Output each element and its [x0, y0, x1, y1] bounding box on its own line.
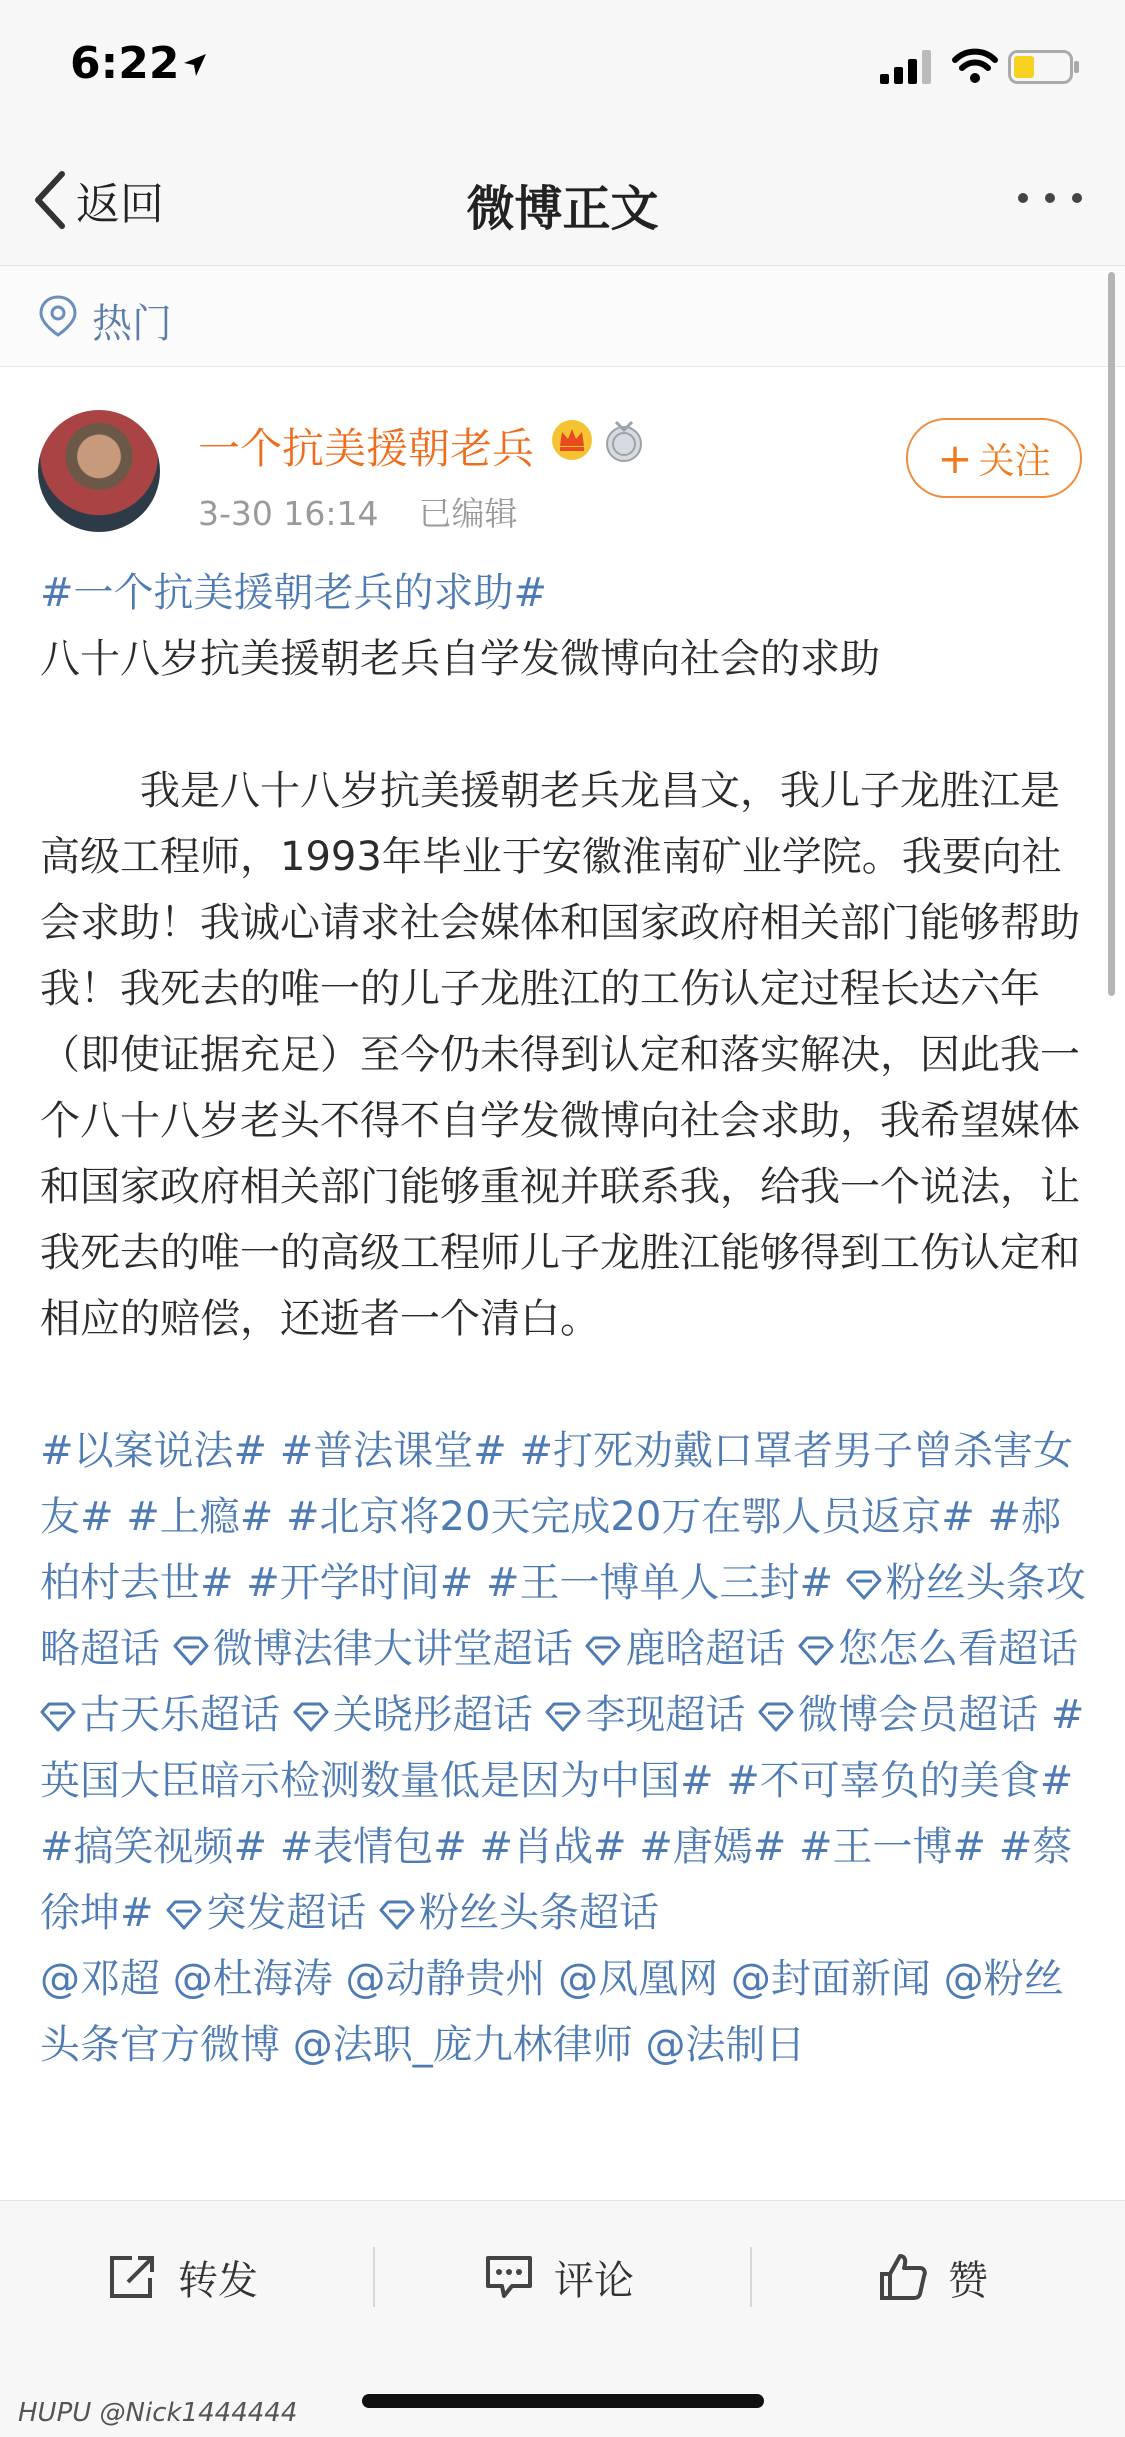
- supertopic-diamond-icon: [173, 1636, 209, 1666]
- supertopic-diamond-icon: [798, 1636, 834, 1666]
- more-icon[interactable]: [1015, 188, 1085, 208]
- hashtag-link[interactable]: #上瘾#: [126, 1494, 274, 1540]
- supertopic-link[interactable]: 鹿晗超话: [585, 1626, 785, 1672]
- mention-link[interactable]: @法制日: [645, 2022, 806, 2068]
- hashtag-link[interactable]: #开学时间#: [246, 1560, 474, 1606]
- post-date: 3-30 16:14: [198, 494, 379, 533]
- avatar[interactable]: [38, 410, 160, 532]
- status-time: 6:22: [70, 38, 180, 89]
- supertopic-link[interactable]: 突发超话: [166, 1890, 366, 1936]
- post-body: 我是八十八岁抗美援朝老兵龙昌文，我儿子龙胜江是高级工程师，1993年毕业于安徽淮南矿业学院。我要向社会求助！我诚心请求社会媒体和国家政府相关部门能够帮助我！我死去的唯一的儿子龙胜江的工伤认定过程长达六年（即使证据充足）至今仍未得到认定和落实解决，因此我一个八十八岁老头不得不自学发微博向社会求助，我希望媒体和国家政府相关部门能够重视并联系我，给我一个说法，让我死去的唯一的高级工程师儿子龙胜江能够得到工伤认定和相应的赔偿，还逝者一个清白。: [40, 768, 1080, 1342]
- hashtag-link[interactable]: #不可辜负的美食#: [726, 1758, 1074, 1804]
- supertopic-link[interactable]: 关晓彤超话: [293, 1692, 533, 1738]
- post-meta: [198, 488, 518, 535]
- supertopic-link[interactable]: 您怎么看超话: [798, 1626, 1078, 1672]
- hashtag-link[interactable]: #搞笑视频#: [40, 1824, 268, 1870]
- hashtag-link[interactable]: #北京将20天完成20万在鄂人员返京#: [285, 1494, 975, 1540]
- plus-icon: +: [937, 433, 973, 483]
- hot-bar[interactable]: [0, 266, 1125, 367]
- hashtag-link[interactable]: #王一博单人三封#: [485, 1560, 834, 1606]
- scrollbar[interactable]: [1108, 272, 1115, 996]
- supertopic-diamond-icon: [379, 1900, 415, 1930]
- share-icon: [108, 2254, 158, 2300]
- topic-link[interactable]: #一个抗美援朝老兵的求助#: [40, 570, 548, 616]
- mention-link[interactable]: @杜海涛: [172, 1956, 333, 2002]
- cellular-signal-icon: [880, 50, 936, 84]
- edited-label: 已编辑: [418, 494, 518, 533]
- hashtag-link[interactable]: #蔡徐坤#: [40, 1824, 1073, 1936]
- author-name[interactable]: 一个抗美援朝老兵: [198, 424, 535, 473]
- supertopic-link[interactable]: 微博法律大讲堂超话: [173, 1626, 573, 1672]
- battery-icon: [1008, 50, 1080, 84]
- hashtag-link[interactable]: #打死劝戴口罩者男子曾杀害女友#: [40, 1428, 1074, 1540]
- back-label: 返回: [76, 179, 164, 230]
- hashtag-link[interactable]: #郝柏村去世#: [40, 1494, 1062, 1606]
- hashtag-link[interactable]: #表情包#: [279, 1824, 467, 1870]
- comment-label: 评论: [554, 2257, 634, 2304]
- hashtag-link[interactable]: #英国大臣暗示检测数量低是因为中国#: [40, 1692, 1085, 1804]
- mention-link[interactable]: @封面新闻: [730, 1956, 931, 2002]
- home-indicator[interactable]: [362, 2394, 764, 2408]
- follow-label: 关注: [978, 440, 1051, 482]
- like-button[interactable]: [878, 2237, 988, 2317]
- mention-link[interactable]: @法职_庞九林律师: [292, 2022, 633, 2068]
- supertopic-diamond-icon: [758, 1702, 794, 1732]
- hashtag-link[interactable]: #王一博#: [799, 1824, 987, 1870]
- comment-button[interactable]: [484, 2237, 634, 2317]
- hot-label: 热门: [92, 301, 172, 347]
- hashtag-link[interactable]: #肖战#: [479, 1824, 627, 1870]
- like-label: 赞: [948, 2257, 988, 2304]
- supertopic-link[interactable]: 粉丝头条超话: [379, 1890, 659, 1936]
- supertopic-diamond-icon: [293, 1702, 329, 1732]
- supertopic-diamond-icon: [40, 1702, 76, 1732]
- medal-icon: [604, 420, 644, 464]
- tags-block: [40, 1418, 1090, 1946]
- divider: [750, 2247, 752, 2307]
- post-subtitle: 八十八岁抗美援朝老兵自学发微博向社会的求助: [40, 636, 880, 682]
- vip-crown-icon: [550, 418, 594, 462]
- comment-icon: [484, 2254, 534, 2300]
- watermark: HUPU @Nick1444444: [18, 2398, 298, 2428]
- repost-button[interactable]: [108, 2237, 258, 2317]
- mention-link[interactable]: @凤凰网: [558, 1956, 719, 2002]
- divider: [373, 2247, 375, 2307]
- thumbs-up-icon: [878, 2252, 928, 2302]
- supertopic-link[interactable]: 李现超话: [545, 1692, 745, 1738]
- supertopic-diamond-icon: [545, 1702, 581, 1732]
- mention-link[interactable]: @动静贵州: [345, 1956, 546, 2002]
- nav-bar: [0, 140, 1125, 266]
- page-title: 微博正文: [466, 181, 659, 237]
- repost-label: 转发: [178, 2257, 258, 2304]
- mentions-block: [40, 1946, 1090, 2078]
- supertopic-diamond-icon: [166, 1900, 202, 1930]
- hashtag-link[interactable]: #以案说法#: [40, 1428, 268, 1474]
- post-content: [40, 560, 1090, 2078]
- hashtag-link[interactable]: #普法课堂#: [279, 1428, 507, 1474]
- hashtag-link[interactable]: #唐嫣#: [639, 1824, 787, 1870]
- supertopic-link[interactable]: 粉丝头条攻略超话: [40, 1560, 1086, 1672]
- wifi-icon: [952, 48, 998, 84]
- supertopic-link[interactable]: 古天乐超话: [40, 1692, 280, 1738]
- location-pin-icon: [38, 294, 78, 338]
- supertopic-diamond-icon: [585, 1636, 621, 1666]
- follow-button[interactable]: [906, 418, 1082, 498]
- mention-link[interactable]: @粉丝头条官方微博: [40, 1956, 1064, 2068]
- status-bar: [0, 0, 1125, 140]
- supertopic-link[interactable]: 微博会员超话: [758, 1692, 1038, 1738]
- supertopic-diamond-icon: [846, 1570, 882, 1600]
- location-arrow-icon: [182, 52, 208, 78]
- mention-link[interactable]: @邓超: [40, 1956, 160, 2002]
